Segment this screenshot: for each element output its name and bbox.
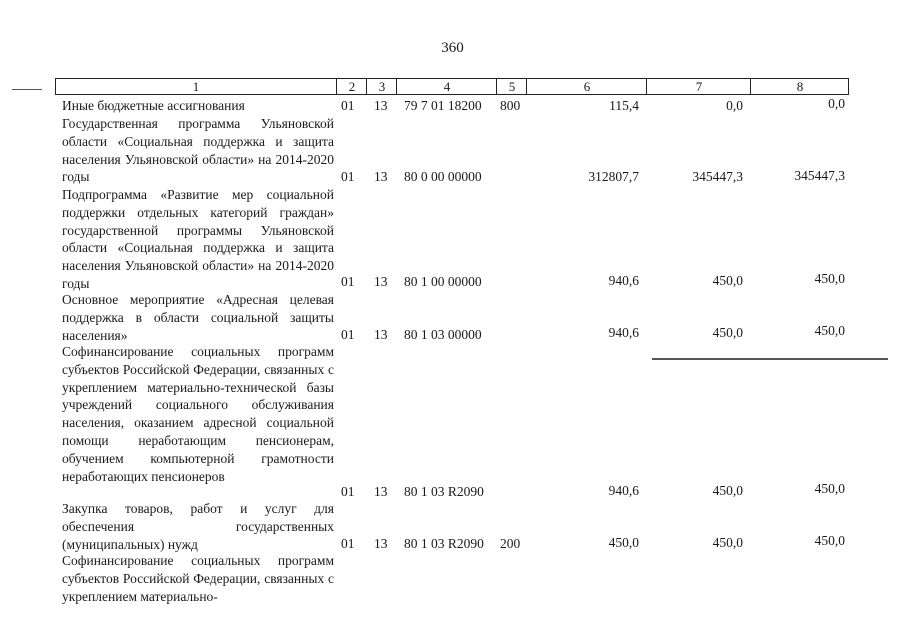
row-value-col8: 450,0 xyxy=(814,271,845,286)
header-col-2: 2 xyxy=(336,79,367,94)
row-target-code: 80 1 03 R2090 xyxy=(404,536,484,551)
row-value-col6: 940,6 xyxy=(608,325,639,340)
row-subsection: 13 xyxy=(374,169,388,184)
scan-artifact xyxy=(652,358,888,360)
row-target-code: 79 7 01 18200 xyxy=(404,98,482,113)
row-value-col8: 345447,3 xyxy=(794,168,845,183)
row-value-col7: 0,0 xyxy=(726,98,743,113)
row-target-code: 80 0 00 00000 xyxy=(404,169,482,184)
row-target-code: 80 1 03 R2090 xyxy=(404,484,484,499)
row-expense-type: 800 xyxy=(500,98,521,113)
row-value-col8: 450,0 xyxy=(814,533,845,548)
row-value-col8: 0,0 xyxy=(828,96,845,111)
row-value-col7: 345447,3 xyxy=(692,169,743,184)
row-description: Иные бюджетные ассигнования xyxy=(62,98,245,113)
row-description: Подпрограмма «Развитие мер социальной поддержки отдельных категорий граждан» государственной программы Ульяновской области «Социальная поддержка и защита населения Ульяновской области» на 2014-2020 годы xyxy=(62,187,334,291)
row-description: Основное мероприятие «Адресная целевая поддержка в области социальной защиты населения» xyxy=(62,292,334,343)
row-value-col6: 450,0 xyxy=(608,535,639,550)
header-col-5: 5 xyxy=(496,79,527,94)
row-section: 01 xyxy=(341,98,355,113)
row-description: Софинансирование социальных программ субъектов Российской Федерации, связанных с укреплением материально- xyxy=(62,553,334,604)
row-value-col7: 450,0 xyxy=(712,325,743,340)
row-section: 01 xyxy=(341,169,355,184)
row-value-col6: 115,4 xyxy=(609,98,639,113)
row-description: Софинансирование социальных программ субъектов Российской Федерации, связанных с укреплением материально-технической базы учреждений социального обслуживания населения, оказанием адресной социальной помощи неработающим пенсионерам, обучением компьютерной грамотности неработающих пенсионеров xyxy=(62,344,334,484)
row-section: 01 xyxy=(341,327,355,342)
row-section: 01 xyxy=(341,274,355,289)
row-subsection: 13 xyxy=(374,98,388,113)
row-value-col6: 312807,7 xyxy=(588,169,639,184)
row-subsection: 13 xyxy=(374,536,388,551)
row-value-col7: 450,0 xyxy=(712,273,743,288)
row-target-code: 80 1 03 00000 xyxy=(404,327,482,342)
row-value-col6: 940,6 xyxy=(608,483,639,498)
header-col-4: 4 xyxy=(396,79,497,94)
row-subsection: 13 xyxy=(374,327,388,342)
row-subsection: 13 xyxy=(374,484,388,499)
row-section: 01 xyxy=(341,484,355,499)
row-subsection: 13 xyxy=(374,274,388,289)
header-col-1: 1 xyxy=(192,79,200,94)
row-description: Закупка товаров, работ и услуг для обеспечения государственных (муниципальных) нужд xyxy=(62,501,334,552)
page-number: 360 xyxy=(441,40,464,56)
row-target-code: 80 1 00 00000 xyxy=(404,274,482,289)
header-col-7: 7 xyxy=(646,79,751,94)
header-col-3: 3 xyxy=(366,79,397,94)
row-value-col8: 450,0 xyxy=(814,323,845,338)
row-value-col7: 450,0 xyxy=(712,535,743,550)
scan-artifact xyxy=(12,89,42,90)
row-description: Государственная программа Ульяновской области «Социальная поддержка и защита населения Ульяновской области» на 2014-2020 годы xyxy=(62,116,334,185)
row-value-col8: 450,0 xyxy=(814,481,845,496)
row-value-col7: 450,0 xyxy=(712,483,743,498)
header-col-8: 8 xyxy=(750,79,849,94)
row-value-col6: 940,6 xyxy=(608,273,639,288)
table-header xyxy=(55,78,849,95)
row-expense-type: 200 xyxy=(500,536,521,551)
row-section: 01 xyxy=(341,536,355,551)
header-col-6: 6 xyxy=(526,79,647,94)
